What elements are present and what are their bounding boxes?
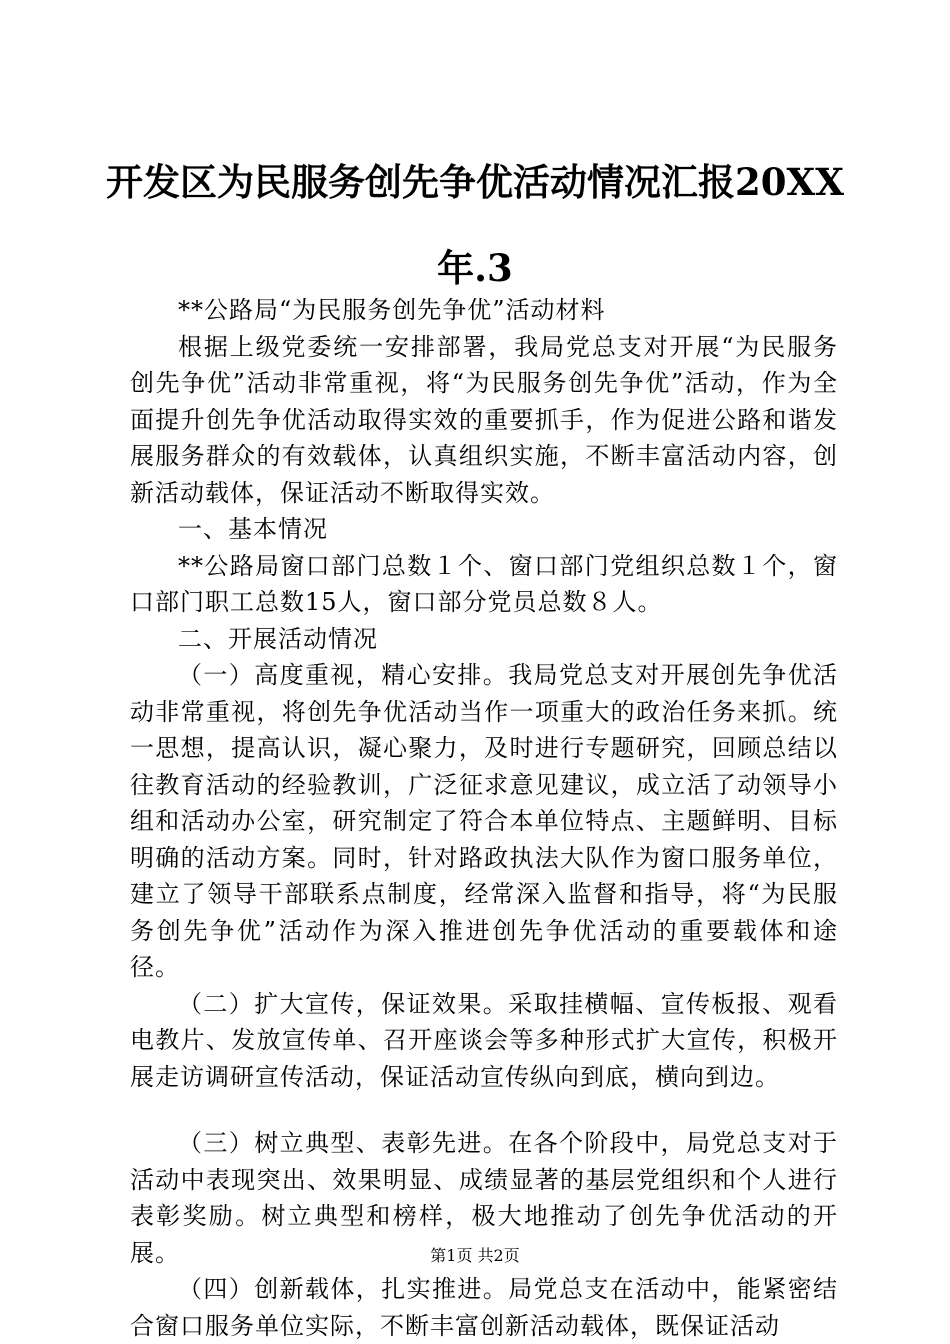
document-body [130,292,838,1344]
item-1-paragraph: （一）高度重视，精心安排。我局党总支对开展创先争优活动非常重视，将创先争优活动当作一项重大的政治任务来抓。统一思想，提高认识，凝心聚力，及时进行专题研究，回顾总结以往教育活动的经验教训，广泛征求意见建议，成立活了动领导小组和活动办公室，研究制定了符合本单位特点、主题鲜明、目标明确的活动方案。同时，针对路政执法大队作为窗口服务单位，建立了领导干部联系点制度，经常深入监督和指导，将“为民服务创先争优”活动作为深入推进创先争优活动的重要载体和途径。 [130,661,838,981]
section-heading-2: 二、开展活动情况 [178,624,378,653]
subtitle-paragraph: **公路局“为民服务创先争优”活动材料 [178,296,606,324]
item-3-paragraph: （三）树立典型、表彰先进。在各个阶段中，局党总支对于活动中表现突出、效果明显、成绩显著的基层党组织和个人进行表彰奖励。树立典型和榜样，极大地推动了创先争优活动的开展。 [130,1129,838,1267]
paragraph-gap [130,1095,838,1125]
document-title-line2: 年.3 [437,246,513,290]
page-footer: 第1页 共2页 [430,1246,520,1265]
item-4-paragraph: （四）创新载体，扎实推进。局党总支在活动中，能紧密结合窗口服务单位实际，不断丰富创新活动载体，既保证活动 [130,1275,838,1340]
basic-info-paragraph: **公路局窗口部门总数１个、窗口部门党组织总数１个，窗口部门职工总数15人，窗口部分党员总数８人。 [130,551,838,616]
item-2-paragraph: （二）扩大宣传，保证效果。采取挂横幅、宣传板报、观看电教片、发放宣传单、召开座谈会等多种形式扩大宣传，积极开展走访调研宣传活动，保证活动宣传纵向到底，横向到边。 [130,989,838,1091]
section-heading-1: 一、基本情况 [178,515,328,543]
document-title-line1: 开发区为民服务创先争优活动情况汇报20XX [106,160,844,204]
intro-paragraph: 根据上级党委统一安排部署，我局党总支对开展“为民服务创先争优”活动非常重视，将“为民服务创先争优”活动，作为全面提升创先争优活动取得实效的重要抓手，作为促进公路和谐发展服务群众的有效载体，认真组织实施，不断丰富活动内容，创新活动载体，保证活动不断取得实效。 [130,332,838,507]
